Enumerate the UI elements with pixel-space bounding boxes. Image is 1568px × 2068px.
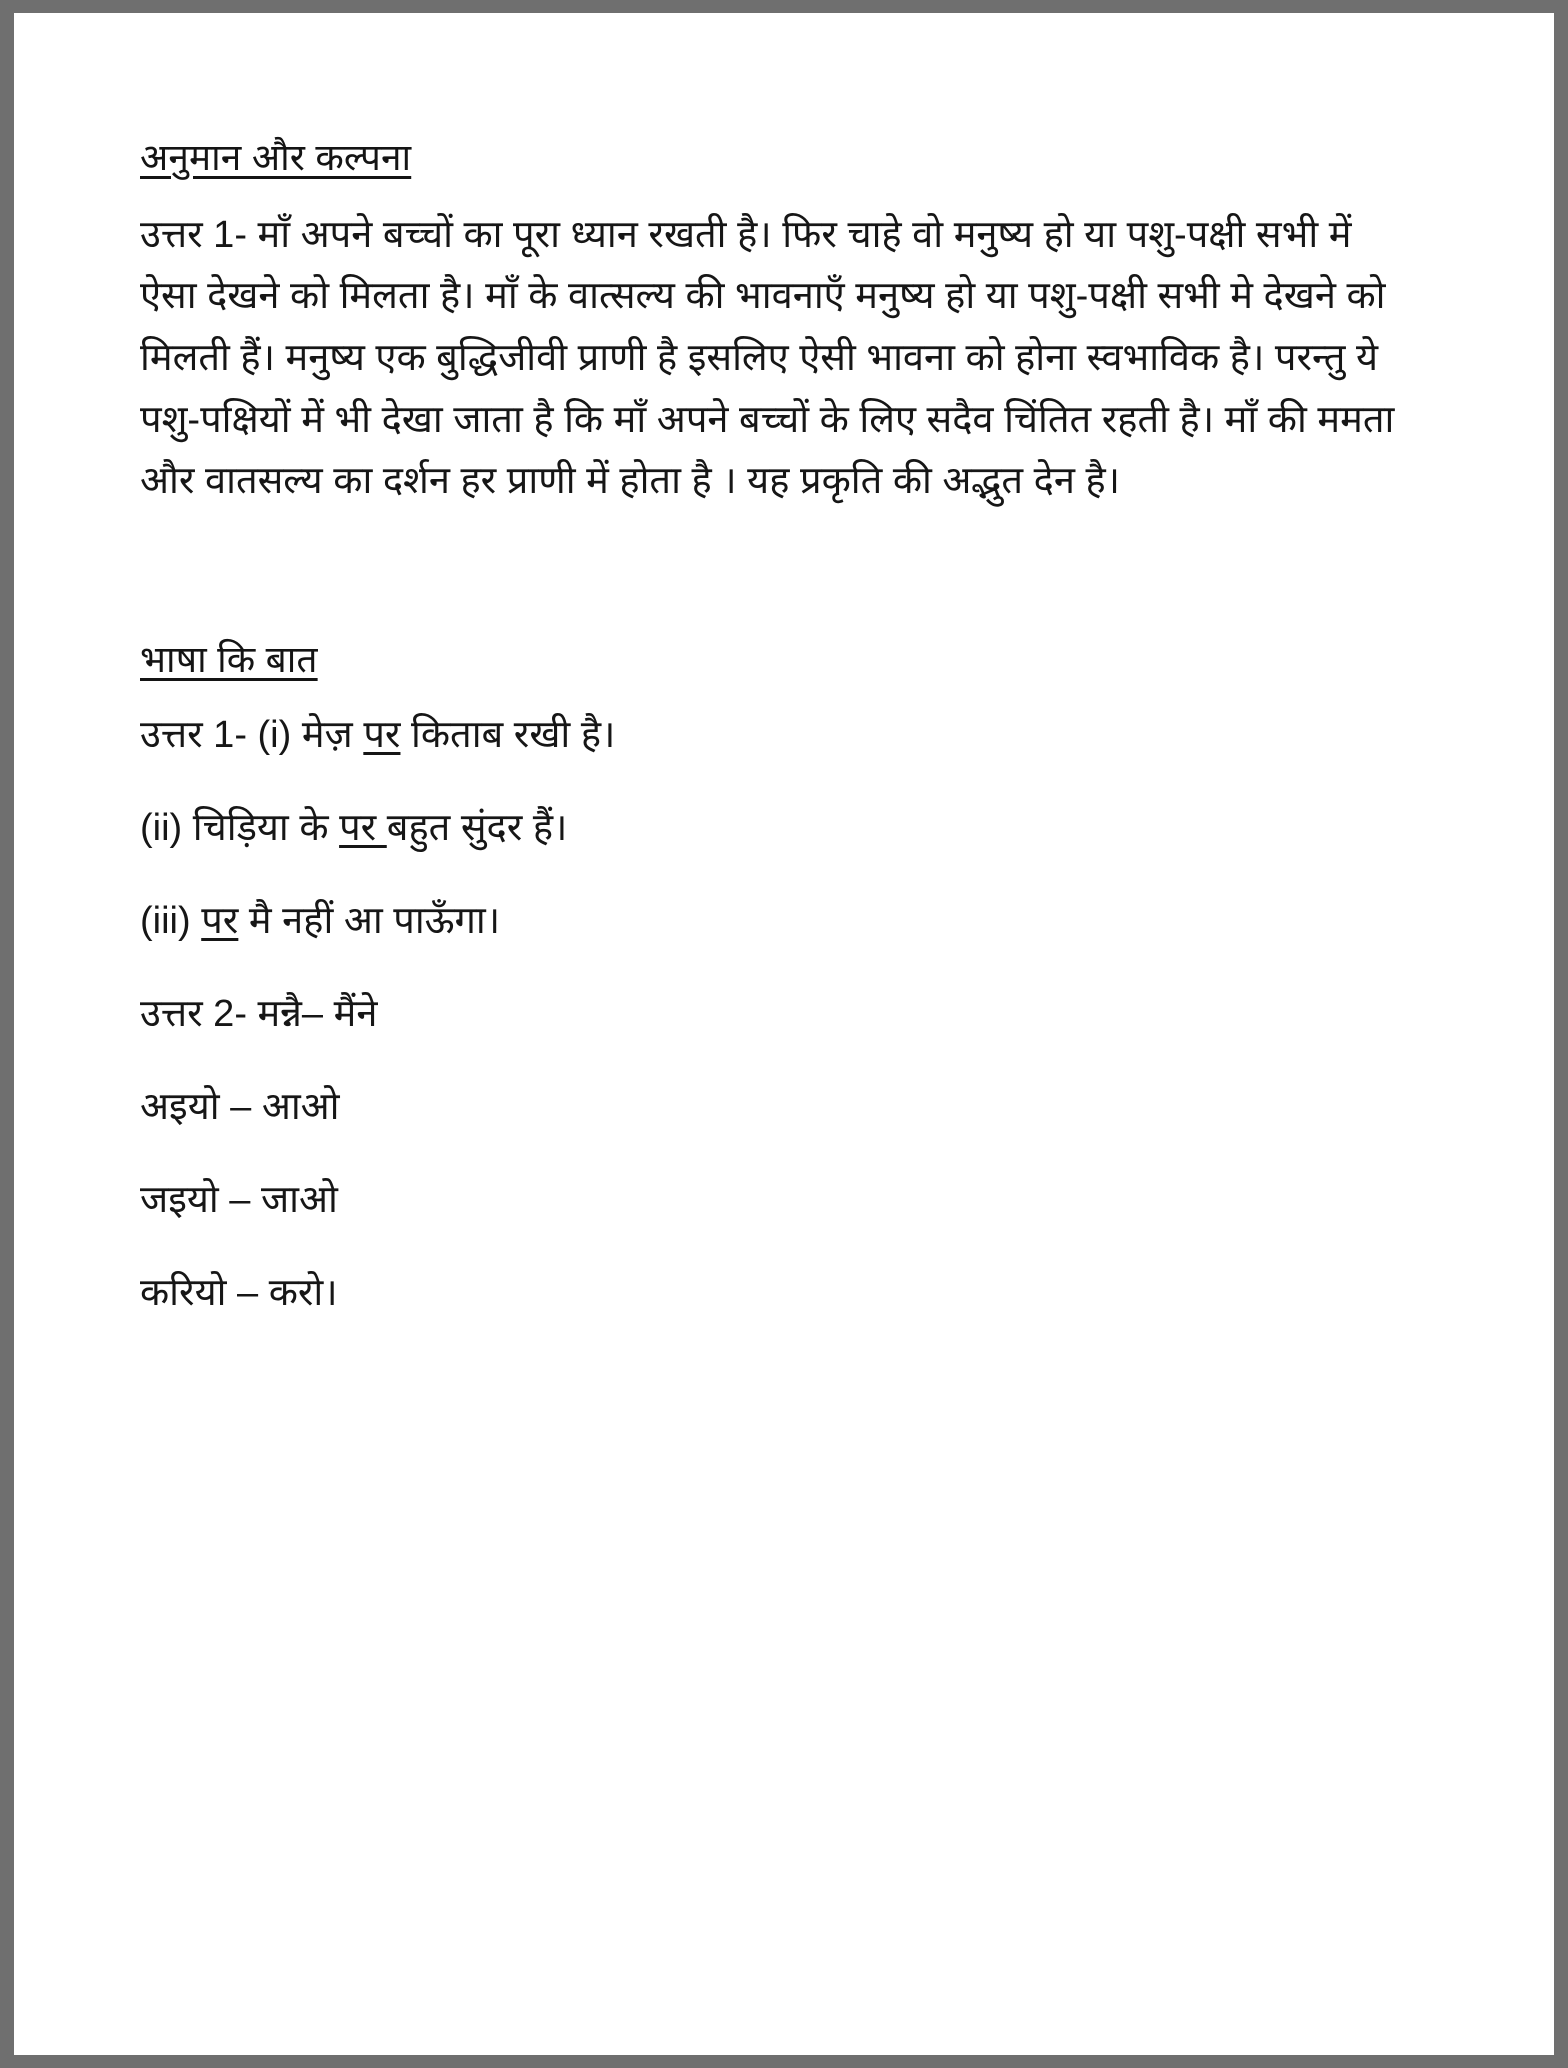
answer-line-ii-suffix: बहुत सुंदर हैं। [386, 806, 568, 849]
answer-line-iii [140, 893, 1440, 950]
answer-line-i-prefix: उत्तर 1- (i) मेज़ [140, 713, 364, 756]
answer-line-iii-underlined-word: पर [201, 899, 239, 942]
answer-line-ii-prefix: (ii) चिड़िया के [140, 806, 340, 849]
answer-line-ii [140, 800, 1440, 857]
answer-line-iii-prefix: (iii) [140, 899, 202, 942]
answer-line-i [140, 707, 1440, 764]
document-page [14, 13, 1554, 2055]
word-pair-1: उत्तर 2- मन्नै– मैंने [140, 992, 378, 1035]
answer-line-i-suffix: किताब रखी है। [400, 713, 616, 756]
section-heading-bhasha-ki-baat: भाषा कि बात [140, 638, 318, 680]
word-pair-3: जइयो – जाओ [140, 1178, 338, 1221]
answer-paragraph-1: उत्तर 1- माँ अपने बच्चों का पूरा ध्यान रखती है। फिर चाहे वो मनुष्य हो या पशु-पक्षी सभी में ऐसा देखने को मिलता है। माँ के वात्सल्य की भावनाएँ मनुष्य हो या पशु-पक्षी सभी मे देखने को मिलती हैं। मनुष्य एक बुद्धिजीवी प्राणी है इसलिए ऐसी भावना को होना स्वभाविक है। परन्तु ये पशु-पक्षियों में भी देखा जाता है कि माँ अपने बच्चों के लिए सदैव चिंतित रहती है। माँ की ममता और वातसल्य का दर्शन हर प्राणी में होता है । यह प्रकृति की अद्भुत देन है। [140, 213, 1395, 503]
answer-line-iii-suffix: मै नहीं आ पाऊँगा। [238, 899, 501, 942]
section-heading-bhasha-ki-baat-wrap [140, 635, 1440, 707]
word-pair-4: करियो – करो। [140, 1271, 338, 1314]
section-spacer [140, 523, 1440, 635]
section-heading-anuman-kalpana-wrap [140, 133, 1440, 205]
page-content [140, 133, 1440, 1358]
answer-line-i-underlined-word: पर [363, 713, 401, 756]
section-heading-anuman-kalpana: अनुमान और कल्पना [140, 137, 412, 178]
word-pair-2: अइयो – आओ [140, 1085, 340, 1128]
answer-line-ii-underlined-word: पर [339, 806, 387, 849]
